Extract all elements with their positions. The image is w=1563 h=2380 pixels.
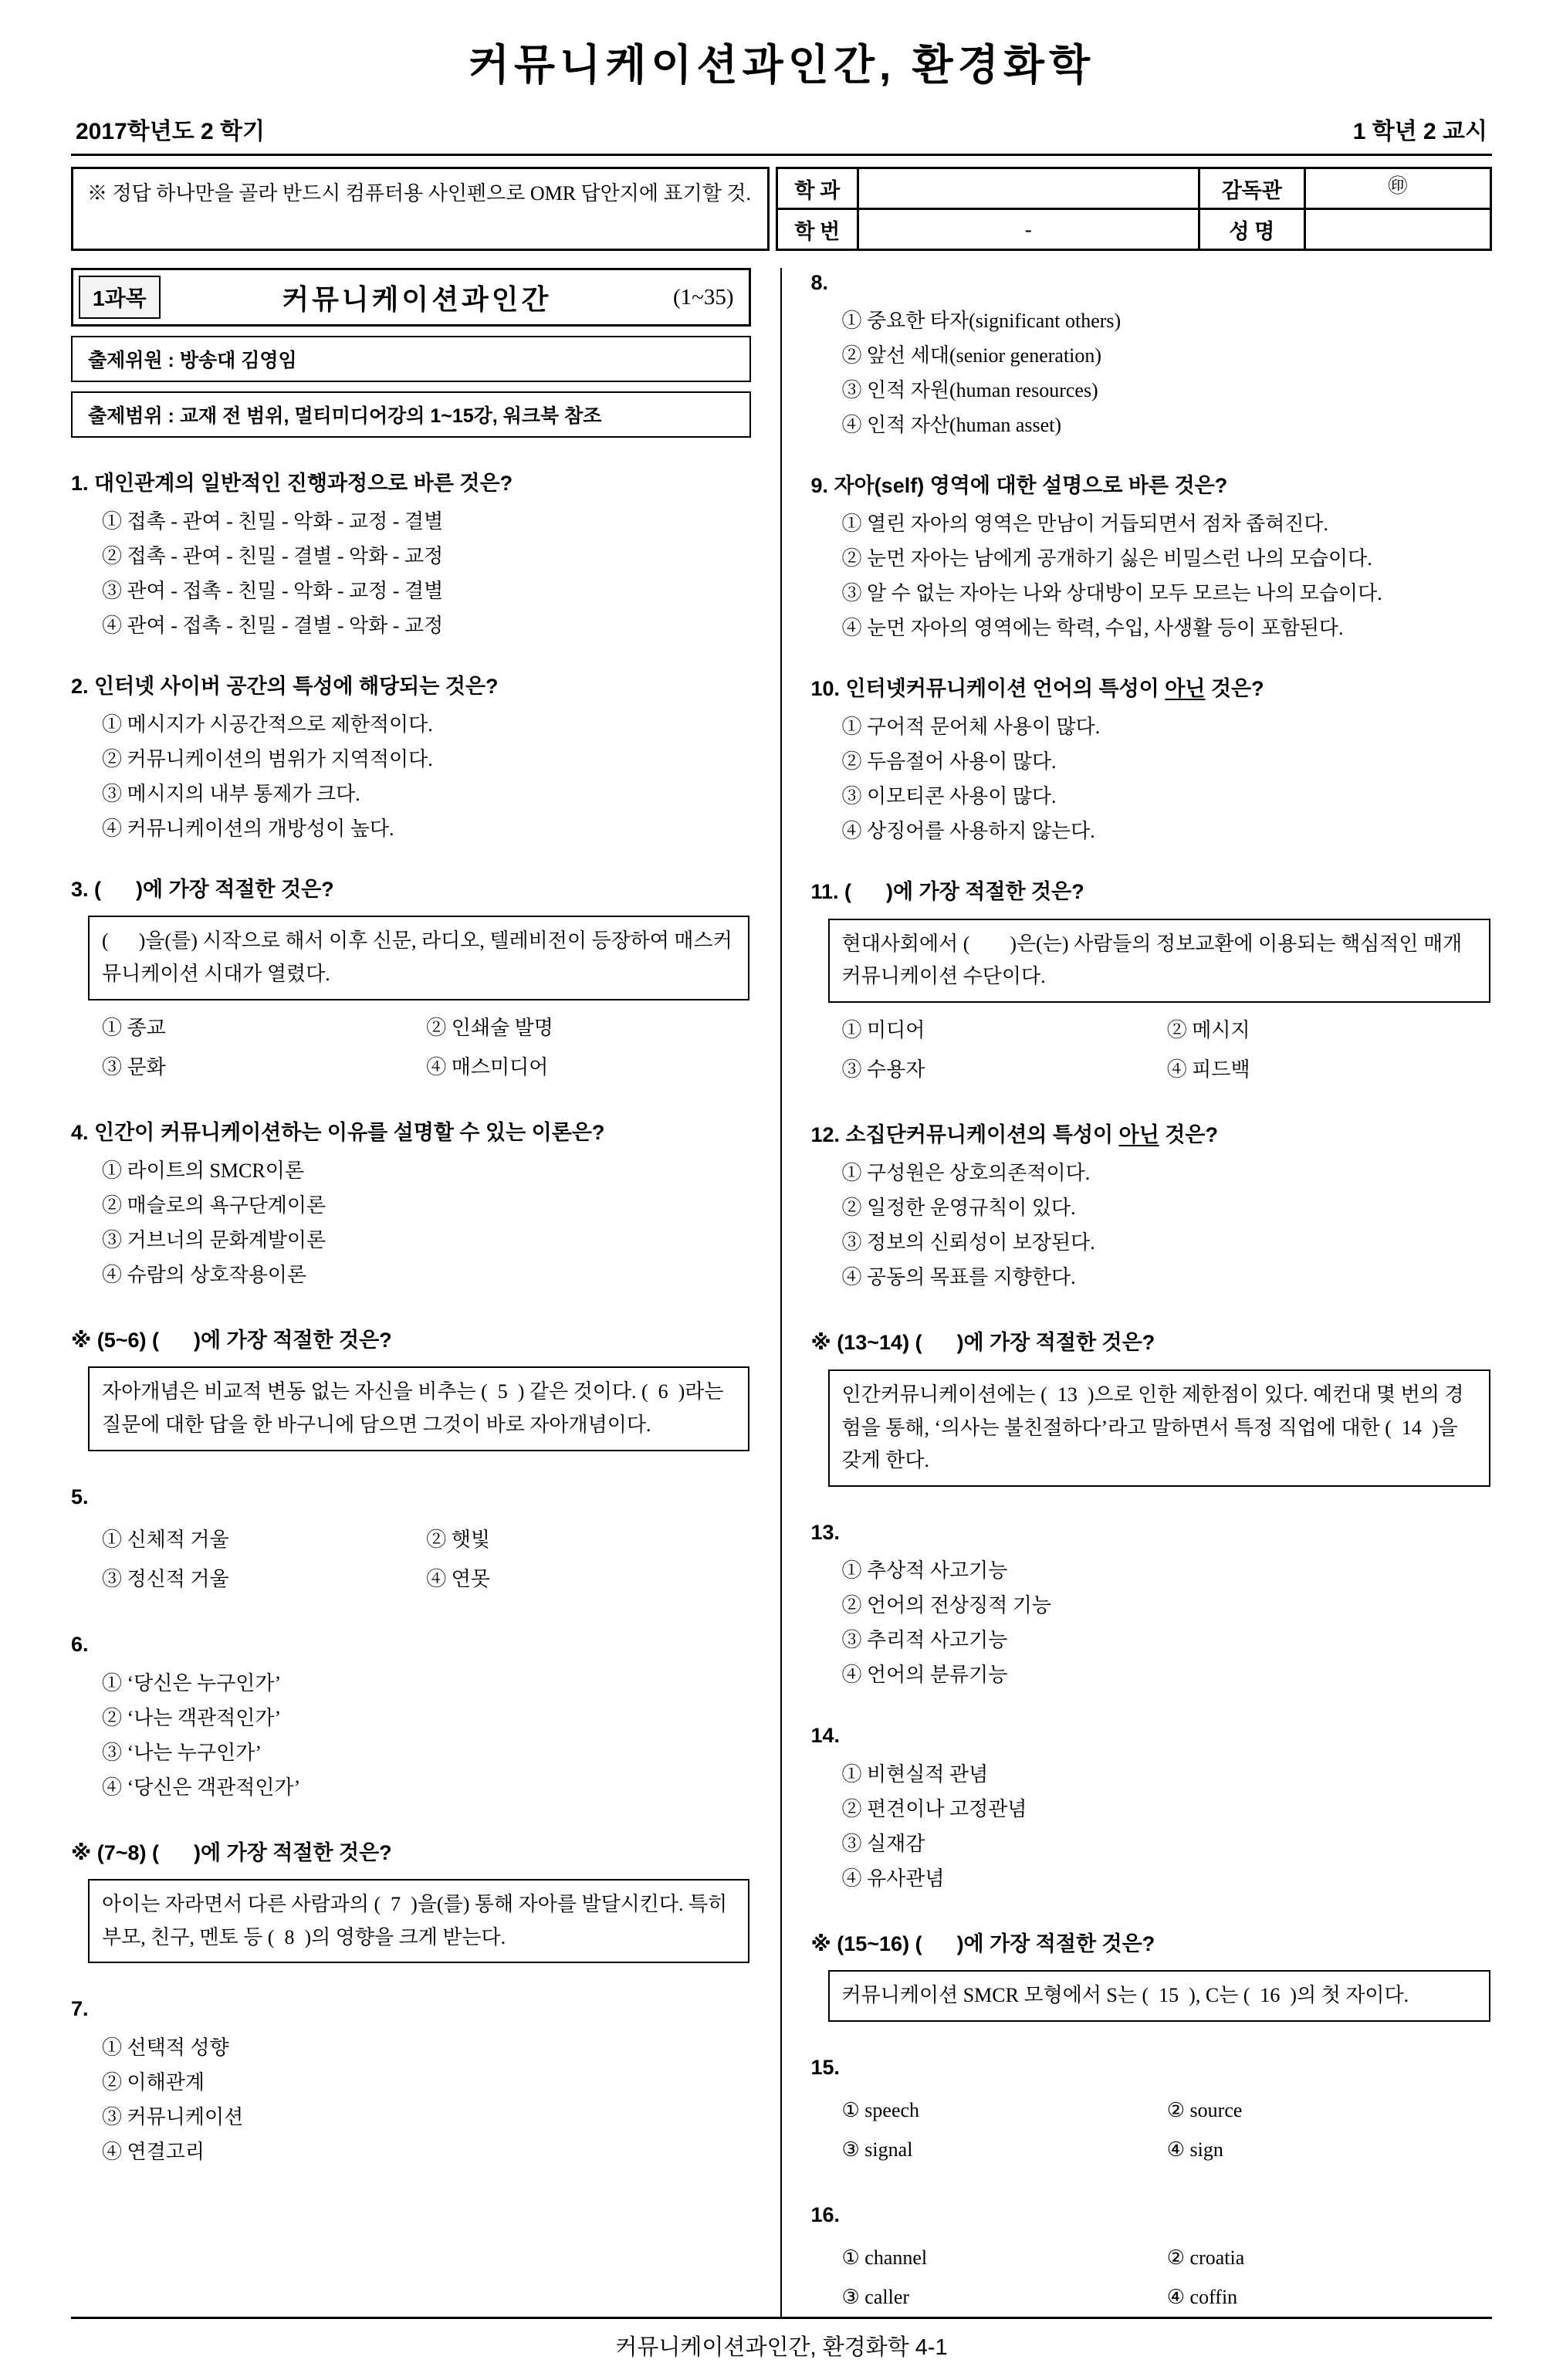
- question-7: [71, 1994, 751, 2166]
- option: ④ 연결고리: [102, 2140, 205, 2163]
- option: ① 추상적 사고기능: [841, 1559, 1008, 1583]
- right-column: [782, 268, 1493, 2317]
- page-title: 커뮤니케이션과인간, 환경화학: [468, 41, 1095, 89]
- option: ② 언어의 전상징적 기능: [841, 1594, 1052, 1617]
- option: ① channel: [841, 2246, 928, 2269]
- question-8: [811, 268, 1493, 440]
- passage-box: 자아개념은 비교적 변동 없는 자신을 비추는 ( 5 ) 같은 것이다. ( 6 )라는 질문에 대한 답을 한 바구니에 담으면 그것이 바로 자아개념이다.: [88, 1366, 749, 1451]
- option: ① 접촉 - 관여 - 친밀 - 악화 - 교정 - 결별: [102, 510, 444, 533]
- question-group-13-14: [811, 1328, 1493, 1487]
- option: ③ 문화: [102, 1056, 166, 1079]
- question-3: [71, 875, 751, 1087]
- option: ① 중요한 타자(significant others): [841, 310, 1122, 333]
- option: ④ coffin: [1166, 2285, 1238, 2308]
- subject-question-range: (1~35): [672, 284, 734, 310]
- passage-box: 커뮤니케이션 SMCR 모형에서 S는 ( 15 ), C는 ( 16 )의 첫 자이다.: [828, 1970, 1491, 2022]
- question-11: [811, 877, 1493, 1089]
- option: ③ 수용자: [841, 1058, 925, 1082]
- subject-name: 커뮤니케이션과인간: [282, 283, 552, 315]
- option: ④ 커뮤니케이션의 개방성이 높다.: [102, 818, 394, 841]
- option: ① 선택적 성향: [102, 2036, 229, 2059]
- dept-label: 학 과: [777, 168, 858, 209]
- subject-tag: 1과목: [79, 276, 161, 319]
- passage-box: ( )을(를) 시작으로 해서 이후 신문, 라디오, 텔레비전이 등장하여 매스커뮤니케이션 시대가 열렸다.: [88, 916, 749, 1000]
- options: [102, 506, 751, 641]
- stem-text: 것은?: [1159, 1123, 1218, 1147]
- options: [102, 1008, 751, 1087]
- question-15: [811, 2053, 1493, 2169]
- question-stem: 15.: [810, 2055, 841, 2079]
- option: ② 앞선 세대(senior generation): [841, 344, 1102, 367]
- term-row: [71, 112, 1492, 156]
- options: [842, 1011, 1493, 1089]
- option: ③ 이모티콘 사용이 많다.: [841, 785, 1057, 808]
- option: ② 두음절어 사용이 많다.: [841, 750, 1057, 774]
- option: ④ 공동의 목표를 지향한다.: [841, 1266, 1076, 1289]
- question-stem: [811, 1120, 1493, 1150]
- option: ② ‘나는 객관적인가’: [102, 1706, 282, 1729]
- option: ① 열린 자아의 영역은 만남이 거듭되면서 점차 좁혀진다.: [841, 513, 1329, 536]
- option: ④ 피드백: [1166, 1058, 1250, 1082]
- option: ④ 언어의 분류기능: [841, 1664, 1008, 1687]
- option: ② 이해관계: [102, 2070, 205, 2094]
- two-column-body: [71, 268, 1492, 2317]
- question-stem: 3. ( )에 가장 적절한 것은?: [71, 878, 334, 902]
- question-stem: 9. 자아(self) 영역에 대한 설명으로 바른 것은?: [810, 474, 1228, 498]
- student-info-table: [776, 167, 1492, 251]
- option: ④ 매스미디어: [426, 1056, 549, 1079]
- passage-box: 인간커뮤니케이션에는 ( 13 )으로 인한 제한점이 있다. 예컨대 몇 번의 경험을 통해, ‘의사는 불친절하다’라고 말하면서 특정 직업에 대한 ( 14 )을 갖게 한다.: [828, 1369, 1491, 1488]
- options: [842, 306, 1493, 440]
- option: ① 구어적 문어체 사용이 많다.: [841, 716, 1101, 739]
- passage-box: 현대사회에서 ( )은(는) 사람들의 정보교환에 이용되는 핵심적인 매개커뮤니케이션 수단이다.: [828, 919, 1491, 1004]
- left-column: [71, 268, 782, 2317]
- question-stem: [811, 674, 1493, 704]
- option: ③ 메시지의 내부 통제가 크다.: [102, 783, 360, 806]
- stem-underline: 아닌: [1118, 1123, 1159, 1147]
- question-stem: 4. 인간이 커뮤니케이션하는 이유를 설명할 수 있는 이론은?: [71, 1121, 605, 1145]
- question-stem: 11. ( )에 가장 적절한 것은?: [810, 880, 1084, 904]
- info-row-1: [777, 168, 1491, 209]
- question-12: [811, 1120, 1493, 1292]
- options: [842, 2091, 1493, 2169]
- option: ① 라이트의 SMCR이론: [102, 1160, 304, 1183]
- notice-text: ※ 정답 하나만을 골라 반드시 컴퓨터용 사인펜으로 OMR 답안지에 표기할 것.: [87, 182, 751, 205]
- question-4: [71, 1118, 751, 1290]
- option: ④ 유사관념: [841, 1867, 945, 1890]
- option: ③ signal: [841, 2138, 913, 2161]
- option: ③ 관여 - 접촉 - 친밀 - 악화 - 교정 - 결별: [102, 580, 444, 603]
- options: [102, 1668, 751, 1803]
- stem-underline: 아닌: [1165, 677, 1206, 701]
- option: ④ 관여 - 접촉 - 친밀 - 결별 - 악화 - 교정: [102, 614, 444, 638]
- options: [102, 1156, 751, 1290]
- options: [842, 1158, 1493, 1292]
- term-right: 1 학년 2 교시: [1352, 119, 1487, 144]
- option: ③ 실재감: [841, 1832, 925, 1855]
- question-stem: 2. 인터넷 사이버 공간의 특성에 해당되는 것은?: [71, 675, 499, 699]
- question-group-15-16: [811, 1929, 1493, 2022]
- info-row-2: [777, 209, 1491, 250]
- question-9: [811, 471, 1493, 643]
- dept-value-cell: [858, 168, 1199, 209]
- question-6: [71, 1630, 751, 1802]
- question-stem: 6.: [71, 1633, 89, 1657]
- stem-text: 10. 인터넷커뮤니케이션 언어의 특성이: [810, 677, 1165, 701]
- option: ③ ‘나는 누구인가’: [102, 1741, 262, 1764]
- option: ② 편견이나 고정관념: [841, 1797, 1027, 1820]
- options: [842, 1759, 1493, 1894]
- options: [842, 509, 1493, 643]
- option: ② 메시지: [1166, 1019, 1250, 1042]
- question-5: [71, 1482, 751, 1599]
- group-header: ※ (15~16) ( )에 가장 적절한 것은?: [810, 1931, 1155, 1955]
- question-13: [811, 1518, 1493, 1690]
- option: ② source: [1166, 2098, 1243, 2121]
- question-stem: 7.: [71, 1997, 89, 2021]
- options: [842, 1556, 1493, 1690]
- question-stem: 13.: [810, 1521, 841, 1545]
- option: ① 종교: [102, 1017, 166, 1040]
- question-14: [811, 1721, 1493, 1893]
- option: ④ 상징어를 사용하지 않는다.: [841, 820, 1095, 843]
- option: ④ 인적 자산(human asset): [841, 414, 1062, 437]
- passage-box: 아이는 자라면서 다른 사람과의 ( 7 )을(를) 통해 자아를 발달시킨다. 특히 부모, 친구, 멘토 등 ( 8 )의 영향을 크게 받는다.: [88, 1879, 749, 1964]
- subject-header-box: [71, 268, 751, 327]
- option: ③ 거브너의 문화계발이론: [102, 1229, 326, 1252]
- option: ④ 슈람의 상호작용이론: [102, 1264, 307, 1287]
- options: [102, 1520, 751, 1599]
- stem-text: 12. 소집단커뮤니케이션의 특성이: [810, 1123, 1119, 1147]
- group-header: ※ (13~14) ( )에 가장 적절한 것은?: [810, 1331, 1155, 1355]
- option: ③ 알 수 없는 자아는 나와 상대방이 모두 모르는 나의 모습이다.: [841, 582, 1382, 605]
- name-value-cell: [1304, 209, 1490, 250]
- option: ① 메시지가 시공간적으로 제한적이다.: [102, 713, 433, 736]
- option: ① 신체적 거울: [102, 1529, 229, 1552]
- option: ② 인쇄술 발명: [426, 1017, 553, 1040]
- option: ③ caller: [841, 2285, 910, 2308]
- option: ④ 연못: [426, 1568, 490, 1591]
- option: ① 구성원은 상호의존적이다.: [841, 1162, 1091, 1185]
- question-10: [811, 674, 1493, 846]
- question-stem: 14.: [810, 1724, 841, 1748]
- term-left: 2017학년도 2 학기: [76, 119, 265, 144]
- scope-box: 출제범위 : 교재 전 범위, 멀티미디어강의 1~15강, 워크북 참조: [71, 391, 751, 438]
- option: ③ 커뮤니케이션: [102, 2105, 244, 2128]
- committee-box: 출제위원 : 방송대 김영임: [71, 336, 751, 382]
- option: ① speech: [841, 2098, 920, 2121]
- option: ② 일정한 운영규칙이 있다.: [841, 1197, 1076, 1220]
- option: ③ 정신적 거울: [102, 1568, 229, 1591]
- question-1: [71, 469, 751, 641]
- question-stem: 5.: [71, 1485, 89, 1509]
- supervisor-label: 감독관: [1199, 168, 1304, 209]
- option: ② 햇빛: [426, 1529, 490, 1552]
- question-group-7-8: [71, 1838, 751, 1964]
- option: ③ 정보의 신뢰성이 보장된다.: [841, 1231, 1095, 1254]
- option: ④ sign: [1166, 2138, 1223, 2161]
- question-16: [811, 2200, 1493, 2317]
- option: ① ‘당신은 누구인가’: [102, 1671, 282, 1694]
- options: [842, 712, 1493, 846]
- options: [102, 709, 751, 844]
- option: ① 비현실적 관념: [841, 1762, 989, 1786]
- question-stem: 1. 대인관계의 일반적인 진행과정으로 바른 것은?: [71, 472, 513, 495]
- option: ② 눈먼 자아는 남에게 공개하기 싫은 비밀스런 나의 모습이다.: [841, 547, 1372, 570]
- seal-mark: ㊞: [1304, 168, 1490, 209]
- options: [102, 2033, 751, 2167]
- option: ② 커뮤니케이션의 범위가 지역적이다.: [102, 748, 433, 771]
- options: [842, 2238, 1493, 2317]
- option: ② 매슬로의 욕구단계이론: [102, 1194, 326, 1217]
- question-group-5-6: [71, 1325, 751, 1451]
- stem-text: 것은?: [1205, 677, 1264, 701]
- student-id-value: -: [858, 209, 1199, 250]
- option: ① 미디어: [841, 1019, 925, 1042]
- option: ② croatia: [1166, 2246, 1245, 2269]
- notice-box: [71, 167, 770, 251]
- option: ③ 인적 자원(human resources): [841, 379, 1098, 402]
- question-2: [71, 672, 751, 844]
- option: ④ ‘당신은 객관적인가’: [102, 1776, 301, 1799]
- option: ③ 추리적 사고기능: [841, 1629, 1008, 1652]
- option: ④ 눈먼 자아의 영역에는 학력, 수입, 사생활 등이 포함된다.: [841, 617, 1344, 640]
- page-footer: 커뮤니케이션과인간, 환경화학 4-1: [71, 2317, 1492, 2361]
- header-boxes: [71, 167, 1492, 251]
- student-id-label: 학 번: [777, 209, 858, 250]
- name-label: 성 명: [1199, 209, 1304, 250]
- group-header: ※ (7~8) ( )에 가장 적절한 것은?: [71, 1840, 392, 1864]
- option: ② 접촉 - 관여 - 친밀 - 결별 - 악화 - 교정: [102, 545, 444, 568]
- question-stem: 16.: [810, 2202, 841, 2226]
- question-stem: 8.: [810, 271, 829, 294]
- group-header: ※ (5~6) ( )에 가장 적절한 것은?: [71, 1329, 392, 1353]
